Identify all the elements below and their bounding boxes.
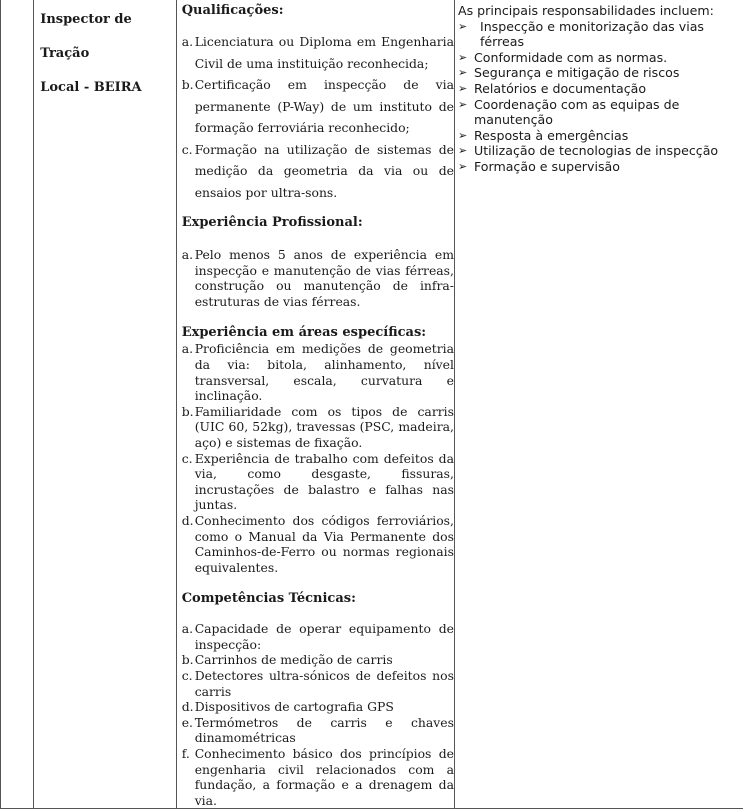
competencias-heading: Competências Técnicas: [182, 591, 454, 607]
list-item: d. Conhecimento dos códigos ferroviários, como o Manual da Via Permanente dos Caminhos-de-Ferro ou normas regionais equivalentes. [182, 513, 454, 575]
list-item: f. Conhecimento básico dos princípios de engenharia civil relacionados com a fundação, a formação e a drenagem da via. [182, 746, 454, 808]
list-item: ➢ Resposta à emergências [458, 128, 743, 144]
responsibilities-cell [454, 0, 743, 809]
list-item: ➢ Utilização de tecnologias de inspecção [458, 143, 743, 159]
arrow-bullet-icon: ➢ [458, 143, 474, 159]
list-item: e. Termómetros de carris e chaves dinamométricas [182, 715, 454, 746]
list-item: ➢ Conformidade com as normas. [458, 50, 743, 66]
arrow-bullet-icon: ➢ [458, 50, 474, 66]
role-cell [34, 0, 176, 809]
qualificacoes-heading: Qualificações: [182, 3, 454, 19]
list-item: d. Dispositivos de cartografia GPS [182, 699, 454, 715]
list-item: a. Capacidade de operar equipamento de inspecção: [182, 621, 454, 652]
list-item: c. Experiência de trabalho com defeitos da via, como desgaste, fissuras, incrustações de balastro e falhas nas juntas. [182, 451, 454, 513]
areas-heading: Experiência em áreas específicas: [182, 325, 454, 341]
qualificacoes-list [182, 31, 454, 203]
competencias-list [182, 621, 454, 808]
arrow-bullet-icon: ➢ [458, 81, 474, 97]
list-item: ➢ Relatórios e documentação [458, 81, 743, 97]
index-cell [1, 0, 34, 809]
list-item: a. Licenciatura ou Diploma em Engenharia Civil de uma instituição reconhecida; [182, 31, 454, 74]
list-item: a. Pelo menos 5 anos de experiência em inspecção e manutenção de vias férreas, construção ou manutenção de infra-estruturas de vias férreas. [182, 247, 454, 309]
responsibilities-intro: As principais responsabilidades incluem: [458, 3, 743, 19]
experiencia-heading: Experiência Profissional: [182, 215, 454, 231]
table-row [1, 0, 743, 809]
list-item: b. Carrinhos de medição de carris [182, 652, 454, 668]
list-item: a. Proficiência em medições de geometria da via: bitola, alinhamento, nível transversal, escala, curvatura e inclinação. [182, 341, 454, 403]
list-item: ➢ Inspecção e monitorização das vias férreas [458, 19, 743, 50]
list-item: ➢ Segurança e mitigação de riscos [458, 65, 743, 81]
role-location: Local - BEIRA [40, 71, 175, 105]
requirements-cell [176, 0, 454, 809]
list-item: c. Formação na utilização de sistemas de medição da geometria da via ou de ensaios por ultra-sons. [182, 139, 454, 204]
areas-list [182, 341, 454, 575]
list-item: b. Familiaridade com os tipos de carris (UIC 60, 52kg), travessas (PSC, madeira, aço) e sistemas de fixação. [182, 404, 454, 451]
arrow-bullet-icon: ➢ [458, 97, 474, 128]
arrow-bullet-icon: ➢ [458, 19, 474, 50]
arrow-bullet-icon: ➢ [458, 128, 474, 144]
role-title: Inspector de Tração [40, 3, 175, 71]
arrow-bullet-icon: ➢ [458, 159, 474, 175]
arrow-bullet-icon: ➢ [458, 65, 474, 81]
list-item: c. Detectores ultra-sónicos de defeitos nos carris [182, 668, 454, 699]
experiencia-list [182, 247, 454, 309]
list-item: ➢ Coordenação com as equipas de manutenção [458, 97, 743, 128]
list-item: ➢ Formação e supervisão [458, 159, 743, 175]
responsibilities-list [458, 19, 743, 175]
list-item: b. Certificação em inspecção de via permanente (P-Way) de um instituto de formação ferroviária reconhecido; [182, 74, 454, 139]
